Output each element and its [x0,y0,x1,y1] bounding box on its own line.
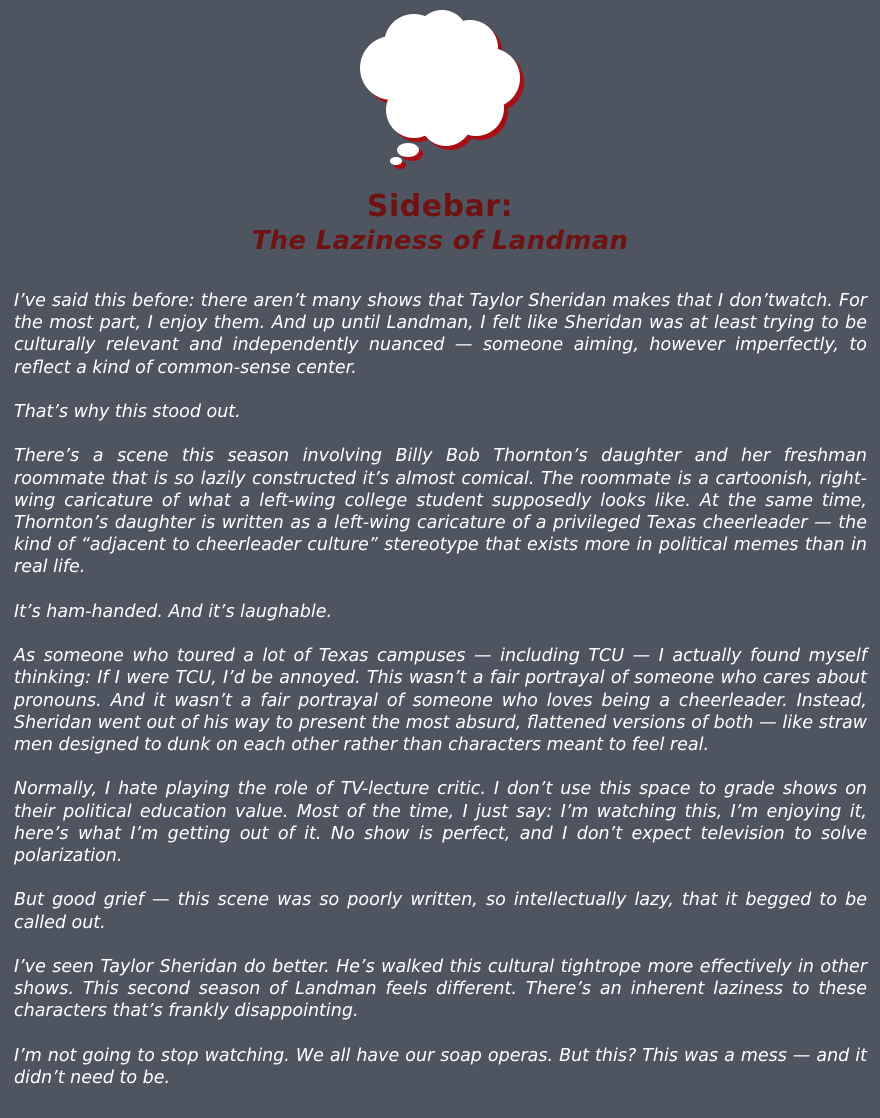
paragraph: I’ve said this before: there aren’t many shows that Taylor Sheridan makes that I don’twatch. For the most part, I enjoy them. And up until Landman, I felt like Sheridan was at least trying to be culturally relevant and independently nuanced — someone aiming, however imperfectly, to reflect a kind of common-sense center. [14,291,867,378]
sidebar-heading [0,190,880,258]
paragraph: It’s ham-handed. And it’s laughable. [14,601,333,622]
paragraph: As someone who toured a lot of Texas campuses — including TCU — I actually found myself thinking: If I were TCU, I’d be annoyed. This wasn’t a fair portrayal of someone who cares about pronouns. And it wasn’t a fair portrayal of someone who loves being a cheerleader. Instead, Sheridan went out of his way to present the most absurd, flattened versions of both — like straw men designed to dunk on each other rather than characters meant to feel real. [14,646,867,755]
paragraph: I’m not going to stop watching. We all have our soap operas. But this? This was a mess — and it didn’t need to be. [14,1045,867,1088]
sidebar-title: Sidebar: [366,189,514,224]
article-body [14,290,867,1111]
paragraph: I’ve seen Taylor Sheridan do better. He’s walked this cultural tightrope more effectively in other shows. This second season of Landman feels different. There’s an inherent laziness to these characters that’s frankly disappointing. [14,956,867,1022]
paragraph: Normally, I hate playing the role of TV-lecture critic. I don’t use this space to grade shows on their political education value. Most of the time, I just say: I’m watching this, I’m enjoying it, here’s what I’m getting out of it. No show is perfect, and I don’t expect television to solve polarization. [14,779,867,866]
paragraph: But good grief — this scene was so poorly written, so intellectually lazy, that it begged to be called out. [14,890,867,933]
paragraph: That’s why this stood out. [14,402,241,422]
thought-bubble-icon [352,6,532,170]
sidebar-subtitle: The Laziness of Landman [251,226,629,256]
paragraph: There’s a scene this season involving Billy Bob Thornton’s daughter and her freshman roommate that is so lazily constructed it’s almost comical. The roommate is a cartoonish, right-wing caricature of what a left-wing college student supposedly looks like. At the same time, Thornton’s daughter is written as a left-wing caricature of a privileged Texas cheerleader — the kind of “adjacent to cheerleader culture” stereotype that exists more in political memes than in real life. [14,446,867,578]
